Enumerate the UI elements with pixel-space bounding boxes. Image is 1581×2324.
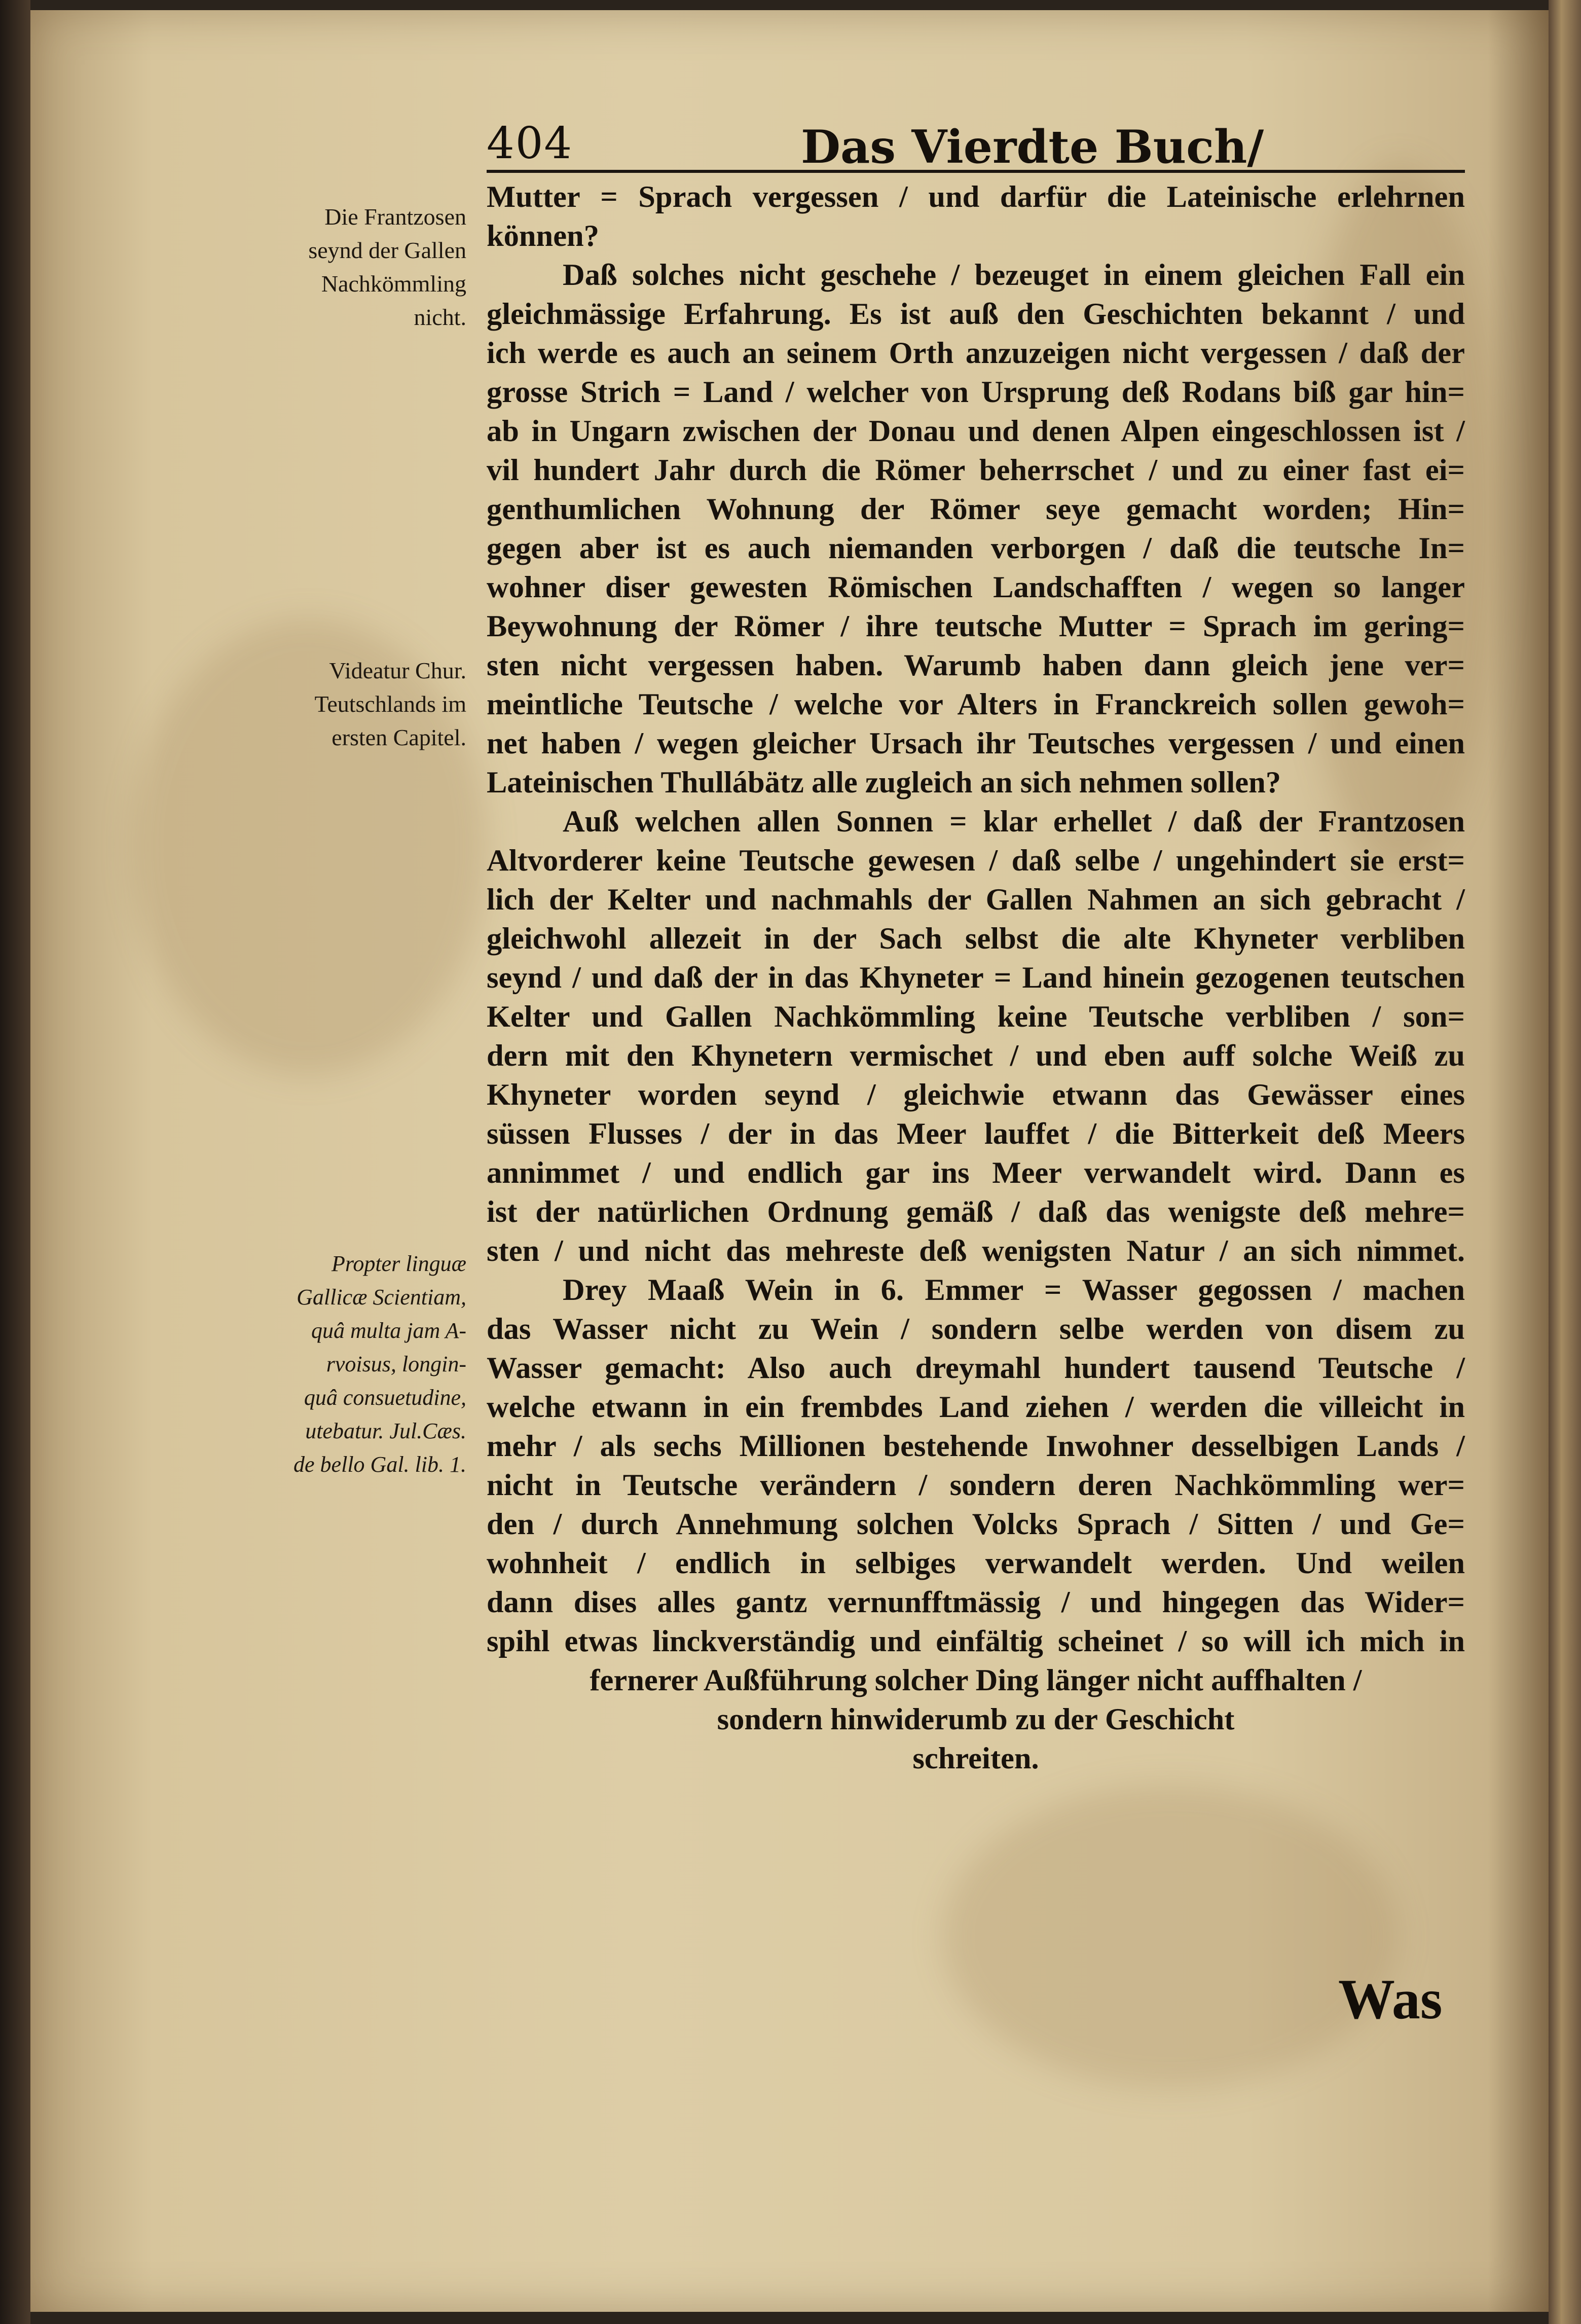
page-number: 404 — [487, 118, 573, 169]
gutter-shadow — [0, 0, 30, 2324]
text-line: den / durch Annehmung solchen Volcks Sprach / Sitten / und Ge= — [487, 1507, 1465, 1541]
margin-note-line: utebatur. Jul.Cæs. — [305, 1419, 466, 1443]
margin-note-line: Teutschlands im — [314, 691, 466, 717]
page-header — [487, 109, 1465, 173]
text-line: gleichmässige Erfahrung. Es ist auß den Geschichten bekannt / und — [487, 297, 1465, 331]
margin-note-line: Gallicæ Scientiam, — [297, 1285, 466, 1310]
margin-note-line: ersten Capitel. — [332, 724, 466, 750]
margin-note-line: Propter linguæ — [331, 1251, 466, 1276]
text-line: sten / und nicht das mehreste deß wenigsten Natur / an sich nimmet. — [487, 1234, 1465, 1268]
text-line: Auß welchen allen Sonnen = klar erhellet / daß der Frantzosen — [563, 805, 1465, 839]
text-line: seynd / und daß der in das Khyneter = Land hinein gezogenen teutschen — [487, 961, 1465, 995]
text-line: dern mit den Khynetern vermischet / und eben auff solche Weiß zu — [487, 1039, 1465, 1073]
text-line: ist der natürlichen Ordnung gemäß / daß das wenigste deß mehre= — [487, 1195, 1465, 1229]
text-line: mehr / als sechs Millionen bestehende Inwohner desselbigen Lands / — [487, 1429, 1465, 1463]
catchword: Was — [1338, 1968, 1443, 2031]
text-line: Wasser gemacht: Also auch dreymahl hundert tausend Teutsche / — [487, 1351, 1465, 1385]
margin-note-line: quâ consuetudine, — [304, 1385, 466, 1410]
text-line: sondern hinwiderumb zu der Geschicht — [717, 1702, 1235, 1736]
text-line: fernerer Außführung solcher Ding länger nicht auffhalten / — [590, 1663, 1362, 1697]
text-line: genthumlichen Wohnung der Römer seye gemacht worden; Hin= — [487, 492, 1465, 526]
margin-note-line: quâ multa jam A- — [311, 1318, 466, 1343]
text-line: schreiten. — [912, 1741, 1039, 1775]
text-line: meintliche Teutsche / welche vor Alters in Franckreich sollen gewoh= — [487, 687, 1465, 721]
text-line: ich werde es auch an seinem Orth anzuzeigen nicht vergessen / daß der — [487, 336, 1465, 370]
text-line: dann dises alles gantz vernunfftmässig / und hingegen das Wider= — [487, 1585, 1465, 1619]
margin-note-line: rvoisus, longin- — [326, 1352, 466, 1376]
text-line: gleichwohl allezeit in der Sach selbst die alte Khyneter verbliben — [487, 922, 1465, 956]
text-line: Drey Maaß Wein in 6. Emmer = Wasser gegossen / machen — [563, 1273, 1465, 1307]
text-line: Altvorderer keine Teutsche gewesen / daß selbe / ungehindert sie erst= — [487, 844, 1465, 878]
text-line: Kelter und Gallen Nachkömmling keine Teutsche verbliben / son= — [487, 1000, 1465, 1034]
text-line: nicht in Teutsche verändern / sondern deren Nachkömmling wer= — [487, 1468, 1465, 1502]
text-line: wohnheit / endlich in selbiges verwandelt werden. Und weilen — [487, 1546, 1465, 1580]
running-head: Das Vierdte Buch/ — [801, 120, 1264, 174]
text-line: süssen Flusses / der in das Meer lauffet / die Bitterkeit deß Meers — [487, 1117, 1465, 1151]
margin-note-3 — [203, 1247, 466, 1481]
margin-note-line: Nachkömmling — [321, 271, 466, 297]
text-line: ab in Ungarn zwischen der Donau und denen Alpen eingeschlossen ist / — [487, 414, 1465, 448]
text-line: das Wasser nicht zu Wein / sondern selbe werden von disem zu — [487, 1312, 1465, 1346]
paper-stain — [943, 1785, 1399, 2089]
body-text — [487, 177, 1465, 1778]
text-line: vil hundert Jahr durch die Römer beherrschet / und zu einer fast ei= — [487, 453, 1465, 487]
margin-note-2 — [203, 654, 466, 754]
text-line: spihl etwas linckverständig und einfältig scheinet / so will ich mich in — [487, 1624, 1465, 1658]
margin-note-line: Die Frantzosen — [324, 204, 466, 230]
text-line: Beywohnung der Römer / ihre teutsche Mutter = Sprach im gering= — [487, 609, 1465, 643]
margin-note-line: seynd der Gallen — [308, 237, 466, 263]
text-line: Lateinischen Thullábätz alle zugleich an sich nehmen sollen? — [487, 766, 1281, 800]
margin-note-line: de bello Gal. lib. 1. — [293, 1452, 466, 1477]
next-page-edge — [1549, 0, 1581, 2324]
text-line: Mutter = Sprach vergessen / und darfür die Lateinische erlehrnen — [487, 180, 1465, 214]
text-line: können? — [487, 219, 599, 253]
margin-note-line: nicht. — [414, 304, 466, 330]
text-line: gegen aber ist es auch niemanden verborgen / daß die teutsche In= — [487, 531, 1465, 565]
text-line: lich der Kelter und nachmahls der Gallen Nahmen an sich gebracht / — [487, 883, 1465, 917]
text-line: Khyneter worden seynd / gleichwie etwann das Gewässer eines — [487, 1078, 1465, 1112]
margin-note-line: Videatur Chur. — [329, 658, 466, 683]
text-line: wohner diser gewesten Römischen Landschafften / wegen so langer — [487, 570, 1465, 604]
text-line: grosse Strich = Land / welcher von Ursprung deß Rodans biß gar hin= — [487, 375, 1465, 409]
text-line: net haben / wegen gleicher Ursach ihr Teutsches vergessen / und einen — [487, 727, 1465, 760]
text-line: welche etwann in ein frembdes Land ziehen / werden die villeicht in — [487, 1390, 1465, 1424]
text-line: sten nicht vergessen haben. Warumb haben dann gleich jene ver= — [487, 648, 1465, 682]
text-line: annimmet / und endlich gar ins Meer verwandelt wird. Dann es — [487, 1156, 1465, 1190]
margin-note-1 — [203, 200, 466, 334]
text-line: Daß solches nicht geschehe / bezeuget in einem gleichen Fall ein — [563, 258, 1465, 292]
